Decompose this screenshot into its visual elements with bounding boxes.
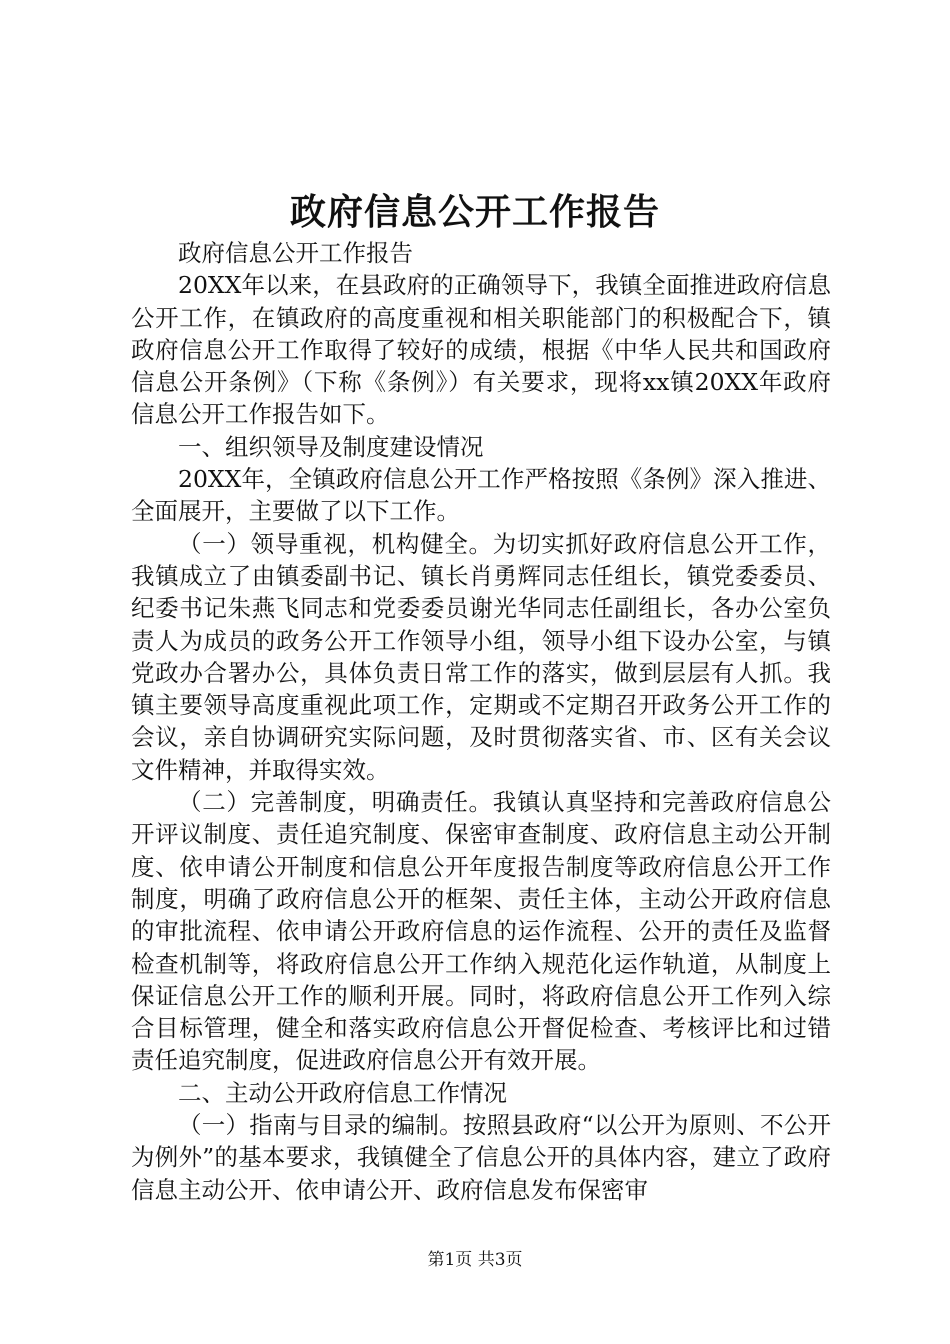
document-subtitle: 政府信息公开工作报告	[178, 239, 413, 267]
page-footer: 第1页 共3页	[427, 1250, 523, 1270]
intro-paragraph: 20XX年以来，在县政府的正确领导下，我镇全面推进政府信息公开工作，在镇政府的高度重视和相关职能部门的积极配合下，镇政府信息公开工作取得了较好的成绩，根据《中华人民共和国政府信息公开条例》（下称《条例》）有关要求，现将xx镇20XX年政府信息公开工作报告如下。	[131, 271, 831, 429]
section-1-paragraph: 20XX年，全镇政府信息公开工作严格按照《条例》深入推进、全面展开，主要做了以下工作。	[131, 465, 831, 526]
section-heading-1: 一、组织领导及制度建设情况	[178, 432, 484, 461]
section-1-item-2: （二）完善制度，明确责任。我镇认真坚持和完善政府信息公开评议制度、责任追究制度、保密审查制度、政府信息主动公开制度、依申请公开制度和信息公开年度报告制度等政府信息公开工作制度，明确了政府信息公开的框架、责任主体，主动公开政府信息的审批流程、依申请公开政府信息的运作流程、公开的责任及监督检查机制等，将政府信息公开工作纳入规范化运作轨道，从制度上保证信息公开工作的顺利开展。同时，将政府信息公开工作列入综合目标管理，健全和落实政府信息公开督促检查、考核评比和过错责任追究制度，促进政府信息公开有效开展。	[131, 788, 831, 1075]
section-1-item-1: （一）领导重视，机构健全。为切实抓好政府信息公开工作，我镇成立了由镇委副书记、镇长肖勇辉同志任组长，镇党委委员、纪委书记朱燕飞同志和党委委员谢光华同志任副组长，各办公室负责人为成员的政务公开工作领导小组，领导小组下设办公室，与镇党政办合署办公，具体负责日常工作的落实，做到层层有人抓。我镇主要领导高度重视此项工作，定期或不定期召开政务公开工作的会议，亲自协调研究实际问题，及时贯彻落实省、市、区有关会议文件精神，并取得实效。	[131, 529, 831, 784]
section-heading-2: 二、主动公开政府信息工作情况	[178, 1078, 507, 1107]
document-body	[131, 237, 831, 1206]
page-title: 政府信息公开工作报告	[289, 191, 660, 233]
section-2-item-1: （一）指南与目录的编制。按照县政府“以公开为原则、不公开为例外”的基本要求，我镇健全了信息公开的具体内容，建立了政府信息主动公开、依申请公开、政府信息发布保密审	[131, 1111, 831, 1204]
